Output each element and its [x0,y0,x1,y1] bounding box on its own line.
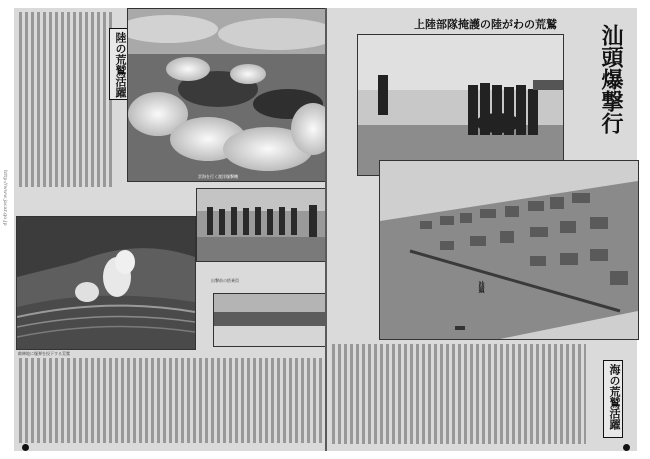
bombing-smoke-photo [16,216,196,350]
briefing-image [358,35,563,175]
river-landscape-image [214,294,326,346]
river-landscape-photo [213,293,327,347]
right-page [327,8,637,451]
aerial-clouds-photo [127,8,327,182]
headline-large-box [592,24,624,134]
left-section-title-box [109,28,129,100]
bombing-smoke-caption: 敵陣地に爆弾を投下する荒鷲 [18,351,70,356]
left-page-number-dot [22,444,29,451]
left-section-title: 陸の荒鷲活躍 [114,32,127,98]
aerial-clouds-caption: 雲海を行く渡洋爆撃機 [198,174,238,179]
article-text-bottom-left [18,358,323,443]
briefing-photo [357,34,564,176]
margin-watermark: http://www.jacar.go.jp [2,170,8,226]
right-section-title-box [603,360,623,438]
right-section-title: 海の荒鷲活躍 [608,364,621,430]
crew-lineup-caption: 出撃前の搭乗員 [211,278,239,283]
headline-large: 汕頭爆撃行 [598,24,624,134]
city-aerial-image [380,161,638,339]
city-aerial-photo [379,160,639,340]
right-page-number-dot [623,444,630,451]
article-text-bottom-right [331,344,586,444]
bombing-smoke-image [17,217,195,349]
left-page [14,8,325,451]
map-marker: 汕頭 [477,281,484,293]
crew-lineup-photo [196,188,333,262]
aerial-clouds-image [128,9,326,181]
crew-lineup-image [197,189,332,261]
headline-top: 上陸部隊掩護の陸がわの荒鷲 [414,18,557,31]
article-text-top-left [18,12,112,187]
